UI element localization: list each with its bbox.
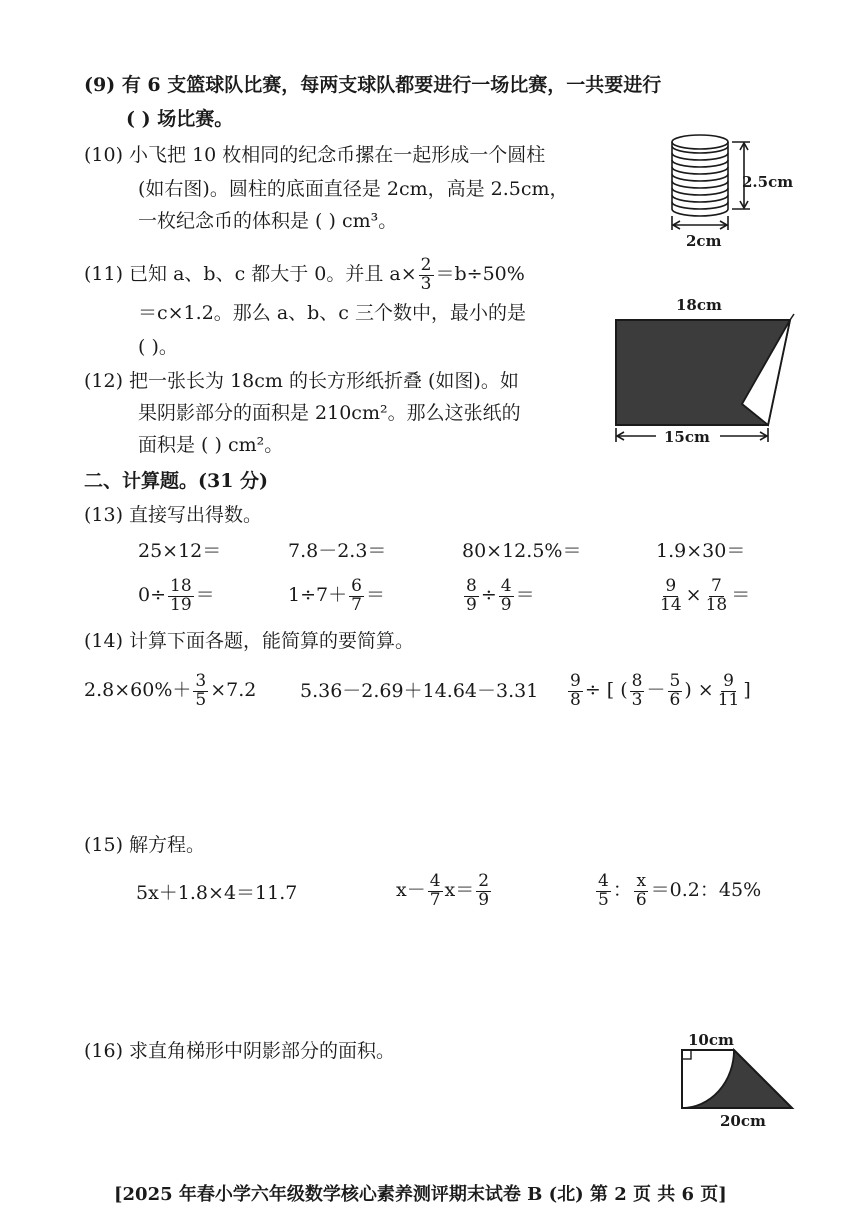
q11-text-b: ＝b÷50% <box>435 263 525 285</box>
frac-den: 19 <box>170 594 192 615</box>
frac-den: 6 <box>669 689 681 710</box>
frac-den: 6 <box>635 889 647 910</box>
expr-text: ) × <box>684 679 714 701</box>
frac-num: 6 <box>351 575 362 596</box>
frac-den: 8 <box>570 689 581 710</box>
page-footer: [2025 年春小学六年级数学核心素养测评期末试卷 B (北) 第 2 页 共 6 页] <box>114 1184 727 1205</box>
cylinder-height-label: 2.5cm <box>742 173 794 191</box>
fraction <box>596 870 611 910</box>
expr-text: ＝ <box>515 584 535 606</box>
fraction <box>630 670 645 710</box>
q11-line2: ＝c×1.2。那么 a、b、c 三个数中，最小的是 <box>138 302 526 324</box>
expr-text: 1÷7＋ <box>288 584 348 606</box>
fraction <box>428 870 443 910</box>
q16-title: (16) 求直角梯形中阴影部分的面积。 <box>84 1040 396 1062</box>
trapezoid-top-label: 10cm <box>688 1031 734 1049</box>
fraction <box>658 575 684 615</box>
q14-expr-2: 5.36－2.69＋14.64－3.31 <box>300 680 539 702</box>
frac-num: 4 <box>598 870 609 891</box>
expr-text: ] <box>743 679 751 701</box>
q10-line1: (10) 小飞把 10 枚相同的纪念币摞在一起形成一个圆柱 <box>84 144 546 166</box>
frac-num: 2 <box>478 870 490 891</box>
cylinder-diameter-label: 2cm <box>686 232 722 250</box>
frac-num: 8 <box>466 575 477 596</box>
frac-num: x <box>636 870 647 891</box>
expr-text: 2.8×60%＋ <box>84 679 192 701</box>
frac-num: 4 <box>500 575 512 596</box>
expr-text: ＝ <box>731 584 751 606</box>
frac-den: 3 <box>420 273 432 294</box>
q13-r1-c4: 1.9×30＝ <box>656 540 746 562</box>
q11-fraction <box>419 254 434 294</box>
q13-r1-c1: 25×12＝ <box>138 540 222 562</box>
frac-den: 7 <box>351 594 362 615</box>
frac-den: 5 <box>598 889 609 910</box>
expr-text: ＝0.2：45% <box>650 879 762 901</box>
frac-den: 9 <box>478 889 490 910</box>
coin-cylinder-figure <box>660 130 800 252</box>
q14-title: (14) 计算下面各题，能简算的要简算。 <box>84 630 415 652</box>
fraction <box>193 670 208 710</box>
q14-expr-3 <box>566 668 751 712</box>
q11-line1 <box>84 254 525 294</box>
q11-line3: ( )。 <box>138 336 178 358</box>
trapezoid-figure <box>664 1028 804 1134</box>
q14-expr-1 <box>84 668 256 712</box>
expr-text: ＝ <box>365 584 385 606</box>
q9-line1: (9) 有 6 支篮球队比赛，每两支球队都要进行一场比赛，一共要进行 <box>84 74 662 96</box>
frac-den: 11 <box>717 689 740 710</box>
fraction <box>634 870 649 910</box>
q13-title: (13) 直接写出得数。 <box>84 504 263 526</box>
q10-line2: (如右图)。圆柱的底面直径是 2cm，高是 2.5cm， <box>138 178 569 200</box>
frac-num: 5 <box>669 670 681 691</box>
frac-den: 18 <box>705 594 728 615</box>
fraction <box>568 670 583 710</box>
q15-eq-3 <box>594 868 761 912</box>
frac-num: 9 <box>570 670 581 691</box>
q13-r1-c3: 80×12.5%＝ <box>462 540 582 562</box>
q12-line3: 面积是 ( ) cm²。 <box>138 434 284 456</box>
q11-text-a: (11) 已知 a、b、c 都大于 0。并且 a× <box>84 263 417 285</box>
q13-r2-c4 <box>656 574 750 616</box>
q10-line3: 一枚纪念币的体积是 ( ) cm³。 <box>138 210 398 232</box>
q15-title: (15) 解方程。 <box>84 834 206 856</box>
q13-r2-c1 <box>138 574 215 616</box>
expr-text: x－ <box>396 879 426 901</box>
expr-text: 0÷ <box>138 584 167 606</box>
frac-den: 14 <box>660 594 682 615</box>
fraction <box>476 870 491 910</box>
frac-num: 8 <box>631 670 643 691</box>
fraction <box>464 575 479 615</box>
frac-num: 18 <box>170 575 192 596</box>
frac-num: 7 <box>710 575 722 596</box>
q12-line2: 果阴影部分的面积是 210cm²。那么这张纸的 <box>138 402 521 424</box>
fraction <box>716 670 742 710</box>
paper-bottom-label: 15cm <box>664 428 710 446</box>
trapezoid-bottom-label: 20cm <box>720 1112 766 1130</box>
fraction <box>704 575 730 615</box>
q13-r2-c3 <box>462 574 535 616</box>
expr-text: ÷ [ ( <box>584 679 628 701</box>
ratio-sign: ： <box>612 879 632 901</box>
folded-paper-figure <box>608 292 804 452</box>
frac-den: 9 <box>466 594 477 615</box>
expr-text: ×7.2 <box>210 679 257 701</box>
q13-r1-c2: 7.8－2.3＝ <box>288 540 387 562</box>
section-2-title: 二、计算题。(31 分) <box>84 470 269 492</box>
frac-num: 9 <box>723 670 734 691</box>
fraction <box>349 575 364 615</box>
frac-num: 2 <box>420 254 432 275</box>
fraction <box>168 575 194 615</box>
fraction <box>668 670 683 710</box>
frac-den: 9 <box>500 594 512 615</box>
expr-text: ＝ <box>195 584 215 606</box>
frac-num: 4 <box>429 870 441 891</box>
frac-den: 3 <box>631 689 643 710</box>
expr-text: x＝ <box>444 879 475 901</box>
paper-top-label: 18cm <box>676 296 722 314</box>
q15-eq-1: 5x＋1.8×4＝11.7 <box>136 882 298 904</box>
q9-line2: ( ) 场比赛。 <box>126 108 234 130</box>
q12-line1: (12) 把一张长为 18cm 的长方形纸折叠 (如图)。如 <box>84 370 519 392</box>
fraction <box>499 575 514 615</box>
q13-r2-c2 <box>288 574 385 616</box>
q15-eq-2 <box>396 868 493 912</box>
frac-den: 5 <box>195 689 207 710</box>
operator: ÷ <box>480 584 497 606</box>
frac-num: 3 <box>195 670 207 691</box>
operator: × <box>685 584 702 606</box>
frac-den: 7 <box>429 889 441 910</box>
frac-num: 9 <box>665 575 677 596</box>
operator: － <box>646 679 666 701</box>
